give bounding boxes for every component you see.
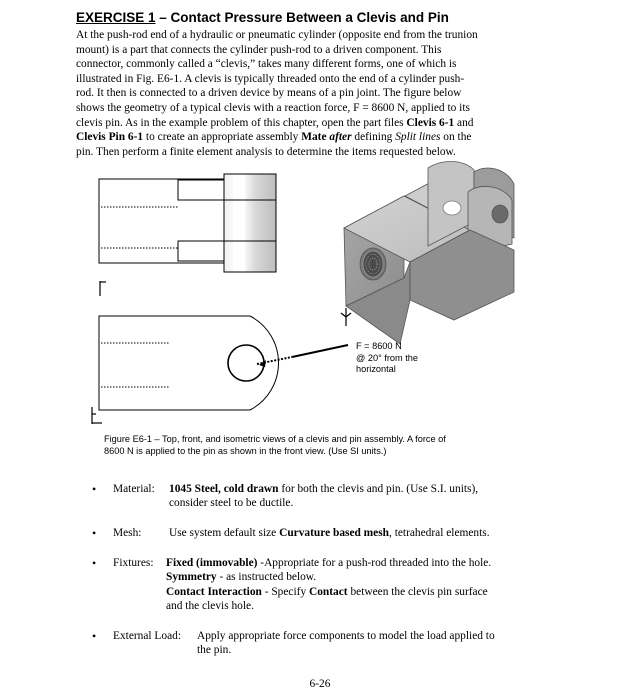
- force-reference: horizontal: [356, 364, 396, 375]
- intro-line: rod. It then is connected to a driven device by means of a pin joint. The figure below: [76, 87, 462, 100]
- fixture-contact: Contact: [309, 585, 348, 598]
- fixture-fixed: Fixed (immovable): [166, 557, 258, 569]
- bullet-icon: •: [92, 526, 97, 540]
- item-key: Fixtures:: [113, 557, 154, 569]
- fixture-contact-interaction: Contact Interaction: [166, 585, 262, 598]
- item-value: [197, 643, 231, 657]
- intro-line: At the push-rod end of a hydraulic or pneumatic cylinder (opposite end from the trunion: [76, 29, 478, 41]
- exercise-number: EXERCISE 1: [76, 10, 156, 25]
- intro-text: on the: [440, 131, 472, 144]
- item-text: - as instructed below.: [216, 571, 317, 584]
- item-text: , tetrahedral elements.: [389, 527, 490, 539]
- item-text: Apply appropriate force components to model the load applied to: [197, 630, 495, 642]
- bullet-icon: •: [92, 629, 97, 643]
- intro-line: illustrated in Fig. E6-1. A clevis is typically threaded onto the end of a cylinder push-: [76, 72, 465, 85]
- item-text: Use system default size: [169, 527, 280, 539]
- item-value: [166, 556, 491, 614]
- item-text: between the clevis pin surface: [347, 585, 488, 598]
- bullet-icon: •: [92, 556, 97, 570]
- fixture-symmetry: Symmetry: [166, 571, 217, 584]
- isometric-axis-symbol: [341, 308, 351, 326]
- item-key: Mesh:: [113, 527, 142, 539]
- intro-line: mount) is a part that connects the cylinder push-rod to a driven component. This: [76, 43, 442, 56]
- top-view-drawing: [99, 174, 276, 272]
- item-key: Material:: [113, 483, 155, 495]
- part-file-clevis: Clevis 6-1: [406, 116, 455, 129]
- exercise-title: – Contact Pressure Between a Clevis and Pin: [155, 10, 449, 25]
- top-view-axis-symbol: [100, 281, 106, 296]
- material-name: 1045 Steel, cold drawn: [169, 483, 279, 495]
- force-angle: @ 20° from the: [356, 352, 419, 363]
- caption-line: Figure E6-1 – Top, front, and isometric views of a clevis and pin assembly. A force of: [104, 434, 446, 444]
- intro-text: defining: [351, 131, 396, 144]
- intro-text: to create an appropriate assembly: [143, 131, 302, 144]
- item-text: consider steel to be ductile.: [169, 497, 294, 510]
- after-term: after: [329, 131, 352, 144]
- page-number: 6-26: [309, 678, 331, 690]
- item-text: -Appropriate for a push-rod threaded into the hole.: [257, 557, 492, 569]
- isometric-view-drawing: [344, 162, 514, 345]
- intro-line: shows the geometry of a typical clevis with a reaction force, F = 8600 N, applied to its: [76, 101, 470, 114]
- figure-caption: [104, 433, 534, 458]
- item-text: and the clevis hole.: [166, 600, 254, 613]
- split-lines-term: Split lines: [395, 131, 441, 144]
- intro-text: and: [454, 116, 474, 129]
- intro-text: clevis pin. As in the example problem of this chapter, open the part files: [76, 116, 407, 129]
- mate-term: Mate: [301, 131, 327, 144]
- item-text: - Specify: [261, 585, 309, 598]
- part-file-pin: Clevis Pin 6-1: [76, 131, 144, 144]
- item-key: External Load:: [113, 630, 181, 642]
- force-label: [356, 341, 418, 376]
- bullet-icon: •: [92, 482, 97, 496]
- force-magnitude: F = 8600 N: [356, 341, 402, 351]
- item-value: [197, 629, 495, 643]
- mesh-type: Curvature based mesh: [279, 527, 389, 539]
- item-value: [169, 482, 478, 511]
- item-text: the pin.: [197, 644, 232, 656]
- item-value: [169, 526, 490, 540]
- item-text: for both the clevis and pin. (Use S.I. units),: [278, 483, 479, 495]
- front-view-drawing: [99, 316, 348, 410]
- caption-line: 8600 N is applied to the pin as shown in the front view. (Use SI units.): [104, 446, 387, 457]
- intro-line: pin. Then perform a finite element analysis to determine the items requested below.: [76, 145, 456, 158]
- intro-line: connector, commonly called a “clevis,” takes many different forms, one of which is: [76, 58, 457, 71]
